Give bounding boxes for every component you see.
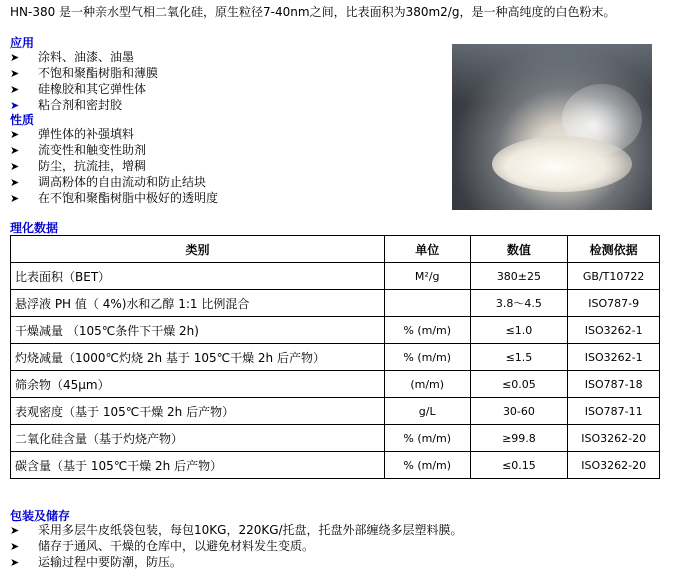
cell-standard: ISO3262-20 <box>568 425 659 451</box>
table-row <box>11 398 659 424</box>
cell-unit <box>385 290 470 316</box>
list-item: ➤ 防尘，抗流挂，增稠 <box>10 159 147 173</box>
list-item: ➤ 采用多层牛皮纸袋包装，每包10KG，220KG/托盘，托盘外部缠绕多层塑料膜。 <box>10 523 463 537</box>
cell-value: ≤0.05 <box>471 371 568 397</box>
cell-unit: % (m/m) <box>385 425 470 451</box>
cell-standard: ISO3262-1 <box>568 344 659 370</box>
cell-value: ≤1.0 <box>471 317 568 343</box>
list-item: ➤ 在不饱和聚酯树脂中极好的透明度 <box>10 191 219 205</box>
arrow-bullet-icon: ➤ <box>10 128 20 141</box>
table-row <box>11 290 659 316</box>
arrow-bullet-icon: ➤ <box>10 160 20 173</box>
cell-value: 3.8～4.5 <box>471 290 568 316</box>
cell-value: ≤1.5 <box>471 344 568 370</box>
cell-standard: GB/T10722 <box>568 263 659 289</box>
arrow-bullet-icon: ➤ <box>10 83 20 96</box>
cell-unit: M²/g <box>385 263 470 289</box>
cell-category: 比表面积（BET） <box>11 263 384 289</box>
photo-powder-pile <box>492 136 632 192</box>
arrow-bullet-icon: ➤ <box>10 192 20 205</box>
section-title-physchem: 理化数据 <box>10 221 59 235</box>
list-item: ➤ 调高粉体的自由流动和防止结块 <box>10 175 207 189</box>
table-row <box>11 344 659 370</box>
cell-value: ≥99.8 <box>471 425 568 451</box>
arrow-bullet-icon: ➤ <box>10 99 20 112</box>
application-list <box>10 49 158 113</box>
table-header-row <box>11 236 659 262</box>
cell-value: 380±25 <box>471 263 568 289</box>
packaging-list <box>10 522 463 570</box>
arrow-bullet-icon: ➤ <box>10 540 20 553</box>
table-row <box>11 371 659 397</box>
cell-unit: % (m/m) <box>385 317 470 343</box>
table-row <box>11 425 659 451</box>
arrow-bullet-icon: ➤ <box>10 67 20 80</box>
list-item: ➤ 储存于通风、干燥的仓库中，以避免材料发生变质。 <box>10 539 315 553</box>
arrow-bullet-icon: ➤ <box>10 524 20 537</box>
intro-text: HN-380 是一种亲水型气相二氧化硅，原生粒径7-40nm之间，比表面积为380m2/g，是一种高纯度的白色粉末。 <box>10 5 616 19</box>
section-title-packaging: 包装及储存 <box>10 509 71 523</box>
cell-category: 干燥减量 （105℃条件下干燥 2h) <box>11 317 384 343</box>
header-unit: 单位 <box>385 236 470 262</box>
cell-value: ≤0.15 <box>471 452 568 478</box>
arrow-bullet-icon: ➤ <box>10 556 20 569</box>
cell-standard: ISO3262-1 <box>568 317 659 343</box>
cell-standard: ISO3262-20 <box>568 452 659 478</box>
table-row <box>11 263 659 289</box>
list-item: ➤ 运输过程中要防潮，防压。 <box>10 555 183 569</box>
properties-list <box>10 126 218 206</box>
list-item: ➤ 粘合剂和密封胶 <box>10 98 123 112</box>
table-row <box>11 317 659 343</box>
product-photo <box>452 44 652 210</box>
cell-category: 悬浮液 PH 值（ 4%)水和乙醇 1:1 比例混合 <box>11 290 384 316</box>
list-item: ➤ 弹性体的补强填料 <box>10 127 135 141</box>
header-category: 类别 <box>11 236 384 262</box>
cell-standard: ISO787-11 <box>568 398 659 424</box>
cell-unit: (m/m) <box>385 371 470 397</box>
list-item: ➤ 不饱和聚酯树脂和薄膜 <box>10 66 159 80</box>
cell-standard: ISO787-9 <box>568 290 659 316</box>
cell-category: 灼烧减量（1000℃灼烧 2h 基于 105℃干燥 2h 后产物） <box>11 344 384 370</box>
cell-unit: % (m/m) <box>385 344 470 370</box>
arrow-bullet-icon: ➤ <box>10 144 20 157</box>
arrow-bullet-icon: ➤ <box>10 51 20 64</box>
table-row <box>11 452 659 478</box>
list-item: ➤ 流变性和触变性助剂 <box>10 143 147 157</box>
cell-unit: g/L <box>385 398 470 424</box>
arrow-bullet-icon: ➤ <box>10 176 20 189</box>
section-title-application: 应用 <box>10 36 35 50</box>
cell-category: 表观密度（基于 105℃干燥 2h 后产物） <box>11 398 384 424</box>
header-value: 数值 <box>471 236 568 262</box>
physchem-table <box>10 235 660 479</box>
cell-category: 二氧化硅含量（基于灼烧产物） <box>11 425 384 451</box>
list-item: ➤ 硅橡胶和其它弹性体 <box>10 82 147 96</box>
cell-unit: % (m/m) <box>385 452 470 478</box>
section-title-properties: 性质 <box>10 113 35 127</box>
list-item: ➤ 涂料、油漆、油墨 <box>10 50 135 64</box>
cell-category: 碳含量（基于 105℃干燥 2h 后产物） <box>11 452 384 478</box>
cell-value: 30-60 <box>471 398 568 424</box>
header-standard: 检测依据 <box>568 236 659 262</box>
cell-standard: ISO787-18 <box>568 371 659 397</box>
cell-category: 筛余物（45μm） <box>11 371 384 397</box>
